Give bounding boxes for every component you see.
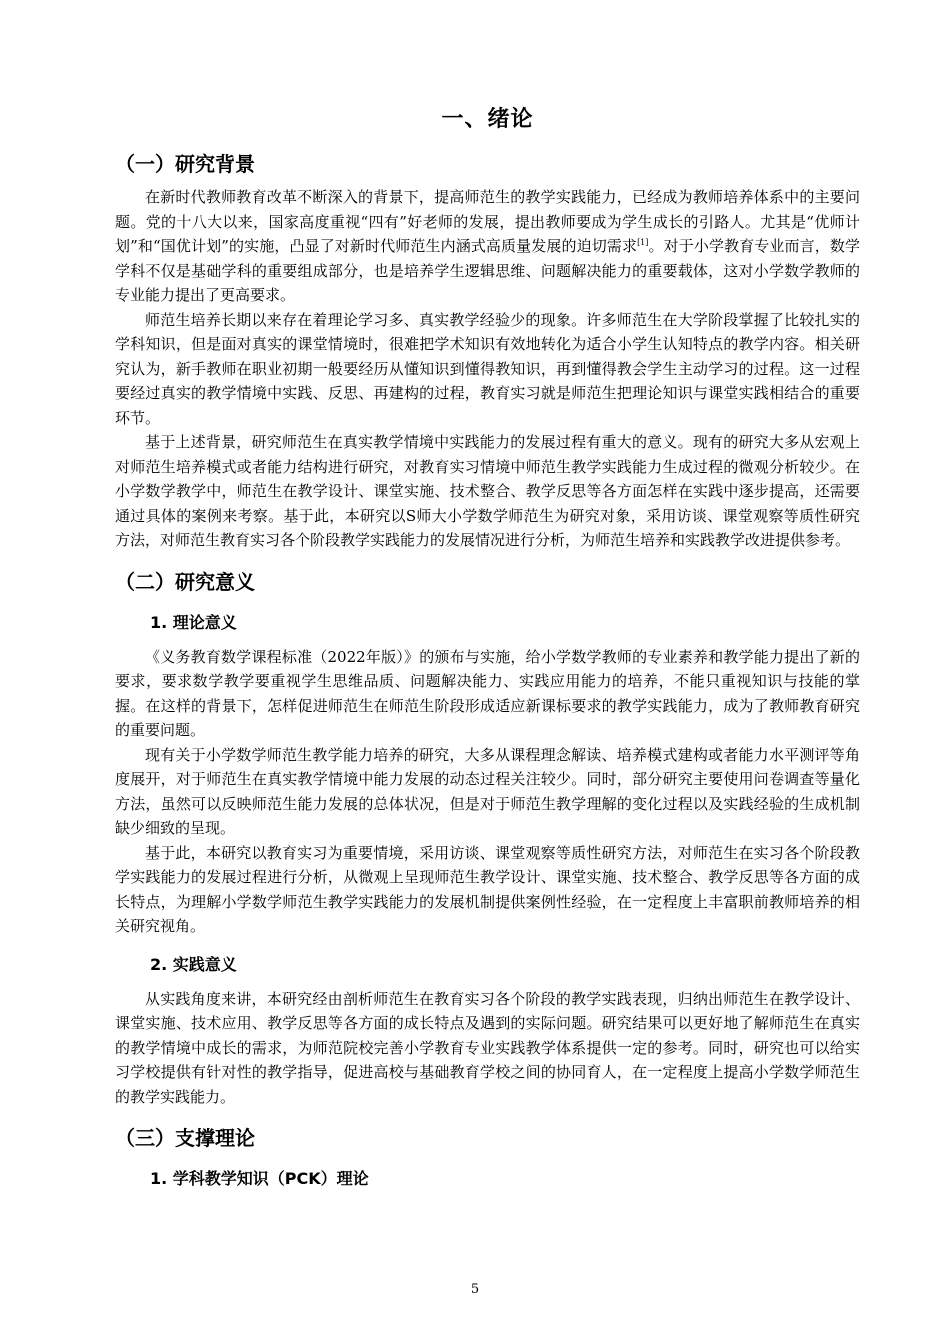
paragraph: 从实践角度来讲，本研究经由剖析师范生在教育实习各个阶段的教学实践表现，归纳出师范生在教学设计、课堂实施、技术应用、教学反思等各方面的成长特点及遇到的实际问题。研究结果可以更好地了解师范生在真实的教学情境中成长的需求，为师范院校完善小学教育专业实践教学体系提供一定的参考。同时，研究也可以给实习学校提供有针对性的教学指导，促进高校与基础教育学校之间的协同育人，在一定程度上提高小学数学师范生的教学实践能力。 — [115, 989, 860, 1106]
document-page — [115, 96, 860, 1201]
paragraph: 基于上述背景，研究师范生在真实教学情境中实践能力的发展过程有重大的意义。现有的研究大多从宏观上对师范生培养模式或者能力结构进行研究，对教育实习情境中师范生教学实践能力生成过程的微观分析较少。在小学数学教学中，师范生在教学设计、课堂实施、技术整合、教学反思等各方面怎样在实践中逐步提高，还需要通过具体的案例来考察。基于此，本研究以S师大小学数学师范生为研究对象，采用访谈、课堂观察等质性研究方法，对师范生教育实习各个阶段教学实践能力的发展情况进行分析，为师范生培养和实践教学改进提供参考。 — [115, 433, 860, 549]
section-title-theory-support: （三）支撑理论 — [115, 1126, 255, 1150]
paragraph: 现有关于小学数学师范生教学能力培养的研究，大多从课程理念解读、培养模式建构或者能力水平测评等角度展开，对于师范生在真实教学情境中能力发展的动态过程关注较少。同时，部分研究主要使用问卷调查等量化方法，虽然可以反映师范生能力发展的总体状况，但是对于师范生教学理解的变化过程以及实践经验的生成机制缺少细致的呈现。 — [115, 745, 860, 837]
paragraph — [115, 185, 860, 308]
paragraph-text: 在新时代教师教育改革不断深入的背景下，提高师范生的教学实践能力，已经成为教师培养体系中的主要问题。党的十八大以来，国家高度重视“四有”好老师的发展，提出教师要成为学生成长的引路人。尤其是“优师计划”和“国优计划”的实施，凸显了对新时代师范生内涵式高质量发展的迫切需求 — [115, 188, 860, 255]
paragraph-text: 。对于小学教育专业而言，数学学科不仅是基础学科的重要组成部分，也是培养学生逻辑思维、问题解决能力的重要载体，这对小学数学教师的专业能力提出了更高要求。 — [115, 237, 860, 304]
section-title-background: （一）研究背景 — [115, 152, 255, 176]
subsection-title-theory: 1. 理论意义 — [150, 612, 237, 632]
subsection-title-pck: 1. 学科教学知识（PCK）理论 — [150, 1169, 369, 1188]
page-number: 5 — [470, 1282, 480, 1297]
paragraph: 师范生培养长期以来存在着理论学习多、真实教学经验少的现象。许多师范生在大学阶段掌握了比较扎实的学科知识，但是面对真实的课堂情境时，很难把学术知识有效地转化为适合小学生认知特点的教学内容。相关研究认为，新手教师在职业初期一般要经历从懂知识到懂得教知识，再到懂得教会学生主动学习的过程。这一过程要经过真实的教学情境中实践、反思、再建构的过程，教育实习就是师范生把理论知识与课堂实践相结合的重要环节。 — [115, 310, 860, 427]
citation-ref[interactable]: [1] — [637, 238, 649, 247]
paragraph: 基于此，本研究以教育实习为重要情境，采用访谈、课堂观察等质性研究方法，对师范生在实习各个阶段教学实践能力的发展过程进行分析，从微观上呈现师范生教学设计、课堂实施、技术整合、教学反思等各方面的成长特点，为理解小学数学师范生教学实践能力的发展机制提供案例性经验，在一定程度上丰富职前教师培养的相关研究视角。 — [115, 843, 860, 935]
section-title-significance: （二）研究意义 — [115, 569, 255, 594]
subsection-title-practice: 2. 实践意义 — [150, 954, 237, 974]
paragraph: 《义务教育数学课程标准（2022年版）》的颁布与实施，给小学数学教师的专业素养和教学能力提出了新的要求，要求数学教学要重视学生思维品质、问题解决能力、实践应用能力的培养，不能只重视知识与技能的掌握。在这样的背景下，怎样促进师范生在师范生阶段形成适应新课标要求的教学实践能力，成为了教师教育研究的重要问题。 — [115, 647, 860, 739]
chapter-title: 一、绪论 — [441, 107, 534, 132]
